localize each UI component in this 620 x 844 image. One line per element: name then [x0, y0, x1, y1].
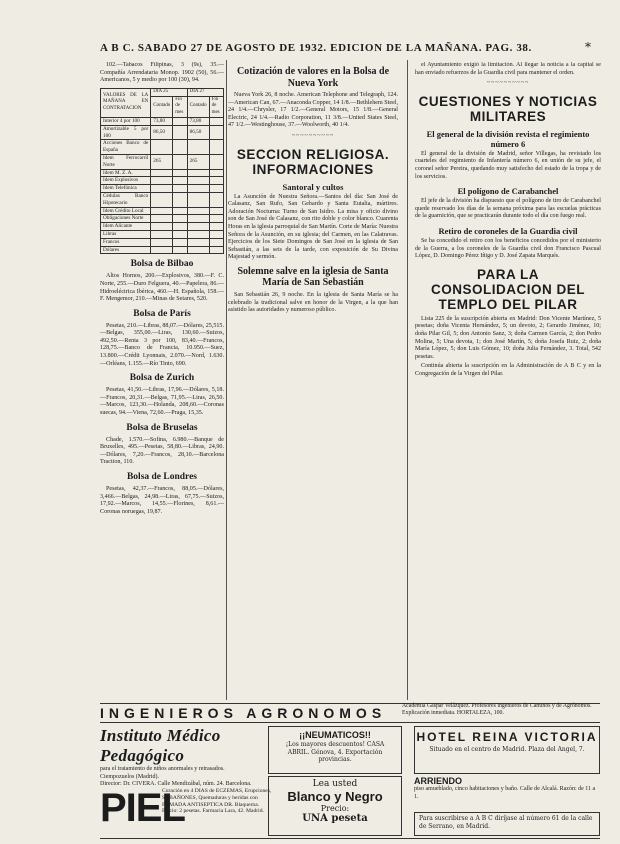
- zurich-text: Pesetas, 41,50.—Libras, 17,96.—Dólares, 5,18.—Francos, 20,31.—Belgas, 71,95.—Liras, 26,50.—Marcos, 123,30.—Holanda, 208,60.—Coronas suecas, 94.—Viena, 72,60.—Praga, 15,35.: [100, 387, 224, 417]
- stock-value-cell: [209, 230, 223, 238]
- stock-value-cell: [209, 140, 223, 155]
- column-religion: [228, 62, 398, 702]
- paris-text: Pesetas, 210.—Libras, 88,07.—Dólares, 25,515.—Belgas, 355,00.—Liras, 130,60.—Suizos, 492,50.—Renta 3 por 100, 83,40.—Francos, 128,75.—Banco de Francia, 10.950.—Suez, 13.800.—Crédit Lyonnais, 2.070.—Nord, 1.630.—Orléans, 1.155.—Río Tinto, 690.: [100, 322, 224, 367]
- table-subheader: Fin de mes: [209, 96, 223, 117]
- santoral-heading: Santoral y cultos: [282, 181, 344, 192]
- paris-heading: Bolsa de París: [133, 308, 191, 319]
- stock-name-cell: Idem Telefónica: [101, 185, 151, 193]
- top-text: el Ayuntamiento exigió la limitación. Al llegar la noticia a la capital se han enviado refuerzos de la Guardia civil para mantener el orden.: [415, 62, 601, 76]
- arriendo-text: piso amueblado, cinco habitaciones y baño. Calle de Alcalá. Razón: de 11 a 1.: [414, 786, 596, 800]
- stock-value-cell: [173, 117, 187, 125]
- ornament-divider: ~~~~~~~~~~: [486, 80, 530, 87]
- santoral-text: La Asunción de Nuestra Señora.—Santos del día: San José de Calasanz, San Rufo, San Gebardo y Santa Eutalia, mártires. Adoración Nocturna: Turno de San Isidro. La misa y oficio divino son de San José de Calasanz, con rito doble y color blanco. Cuarenta Horas en la iglesia parroquial de San Martín. Corte de María: Nuestra Señora de la Asunción, en su iglesia; del Carmen, en las Calatravas. Ejercicios de los Siete Domingos de San José en la iglesia de San Sebastián, a las seis de la tarde, con exposición de Su Divina Majestad y sermón.: [228, 193, 398, 261]
- stock-value-cell: [151, 192, 173, 207]
- bruselas-text: Chade, 1.570.—Sofina, 6.980.—Banque de Bruxelles, 495.—Pesetas, 58,80.—Libras, 24,90.—Dólares, 7,20.—Francos, 28,10.—Barcelona Traction, 110.: [100, 436, 224, 466]
- stock-value-cell: [187, 192, 209, 207]
- stock-name-cell: Idem Ferrocarril Norte: [101, 154, 151, 169]
- piel-title: PIEL: [100, 786, 185, 830]
- londres-text: Pesetas, 42,37.—Francos, 88,05.—Dólares, 3,466.—Belgas, 24,98.—Liras, 67,75.—Suizos, 17,92.—Marcos, 14,55.—Florines, 8,61.—Coronas noruegas, 19,87.: [100, 486, 224, 515]
- stock-value-cell: [151, 238, 173, 246]
- stock-value-cell: 265: [187, 154, 209, 169]
- instituto-director: Director: Dr. CIVERA. Calle Mendizábal, núm. 24. Barcelona.: [100, 781, 252, 787]
- arriendo-ad: [414, 776, 598, 801]
- ad-divider: [100, 722, 600, 723]
- ingenieros-ad-title: INGENIEROS AGRONOMOS: [100, 705, 387, 721]
- stock-value-cell: [173, 238, 187, 246]
- neumaticos-text: ¡Los mayores descuentos! CASA ABRIL. Génova, 4. Exportación provincias.: [285, 741, 385, 763]
- instituto-ad: [100, 726, 260, 789]
- table-row: [101, 230, 224, 238]
- retiro-text: Se ha concedido el retiro con los beneficios concedidos por el ministerio de la Guerra, a los coroneles de la Guardia civil don Francisco Pascual López, D. Domingo Pérez Iñigo y D. José Zapata Marqués.: [415, 237, 601, 260]
- stock-value-cell: 86,50: [151, 125, 173, 140]
- stock-value-cell: [173, 230, 187, 238]
- table-row: [101, 246, 224, 254]
- stock-value-cell: [187, 185, 209, 193]
- table-row: [101, 238, 224, 246]
- hotel-text: Situado en el centro de Madrid. Plaza del Angel, 7.: [429, 746, 585, 753]
- lea-usted: Lea usted: [312, 779, 358, 789]
- table-subheader: Contado: [187, 96, 209, 117]
- instituto-text: para el tratamiento de niños anormales y retrasados. Ciempozuelos (Madrid).: [100, 766, 225, 780]
- column-stock-markets: [100, 62, 224, 702]
- pilar-heading: PARA LA CONSOLIDACION DEL TEMPLO DEL PILAR: [430, 266, 585, 312]
- stock-value-cell: 86,50: [187, 125, 209, 140]
- una-peseta: UNA peseta: [302, 813, 368, 824]
- londres-heading: Bolsa de Londres: [126, 472, 198, 482]
- instituto-title: Instituto Médico Pedagógico: [100, 726, 221, 765]
- pilar-text: Lista 225 de la suscripción abierta en Madrid: Don Vicente Martínez, 5 pesetas; doña Vicenta Hernández, 5; un devoto, 2; Gerardo Jiménez, 10; doña Pilar Gil, 5; don Antonio Sanz, 3; doña Carmen García, 2; don Pedro Molina, 5; Una devota, 1; don José Martín, 5; doña Josefa Ruiz, 2; doña María López, 5; don Luis Gómez, 10; doña Julia Fernández, 3. Total, 542 pesetas.: [415, 315, 601, 360]
- pilar-text-2: Continúa abierta la suscripción en la Administración de A B C y en la Congregación de la Virgen del Pilar.: [415, 363, 601, 377]
- stock-name-cell: Dólares: [101, 246, 151, 254]
- stock-name-cell: Idem Alicante: [101, 223, 151, 231]
- table-row: [101, 117, 224, 125]
- stock-name-cell: Amortizable 5 por 100: [101, 125, 151, 140]
- suscripcion-text: Para suscribirse a A B C diríjase al número 61 de la calle de Serrano, en Madrid.: [419, 815, 593, 830]
- stock-value-cell: [151, 177, 173, 185]
- stock-value-cell: [209, 169, 223, 177]
- stock-value-cell: [173, 192, 187, 207]
- stock-value-cell: 73,80: [151, 117, 173, 125]
- column-rule: [407, 60, 408, 700]
- religion-heading: SECCION RELIGIOSA. INFORMACIONES: [236, 146, 390, 177]
- stock-name-cell: Idem Crédito Local: [101, 207, 151, 215]
- stock-name-cell: Libras: [101, 230, 151, 238]
- stock-name-cell: Francos: [101, 238, 151, 246]
- stock-value-cell: [209, 192, 223, 207]
- stock-value-cell: [173, 177, 187, 185]
- stock-value-cell: [173, 154, 187, 169]
- nyse-text: Nueva York 26, 8 noche. American Telephone and Telegraph, 124.—American Can, 67.—Anaconda Copper, 14 1/8.—Bethlehem Steel, 24 1/4.—Chrysler, 17 1/2.—General Motors, 15 1/8.—General Electric, 24 1/4.—Radio Corporation, 11 3/8.—United States Steel, 47 1/2.—Westinghouse, 37.—Woolworth, 40 1/4.: [228, 92, 398, 129]
- stock-value-cell: [187, 230, 209, 238]
- stock-value-cell: [151, 169, 173, 177]
- stock-value-cell: [209, 154, 223, 169]
- zurich-heading: Bolsa de Zurich: [129, 373, 195, 384]
- stock-value-cell: [173, 215, 187, 223]
- ad-bottom-rule: [100, 838, 600, 839]
- bruselas-heading: Bolsa de Bruselas: [126, 422, 198, 433]
- arriendo-title: ARRIENDO: [414, 776, 463, 786]
- stock-value-cell: [173, 140, 187, 155]
- stock-value-cell: 73,80: [187, 117, 209, 125]
- stock-value-cell: [187, 215, 209, 223]
- stock-value-cell: [209, 238, 223, 246]
- table-row: [101, 215, 224, 223]
- bilbao-heading: Bolsa de Bilbao: [130, 259, 194, 270]
- column-rule: [226, 60, 227, 700]
- stock-name-cell: Acciones Banco de España: [101, 140, 151, 155]
- precio-label: Precio:: [320, 804, 350, 813]
- blanco-negro-ad: [268, 776, 402, 836]
- blanco-negro-title: Blanco y Negro: [287, 789, 383, 804]
- stock-value-cell: [173, 223, 187, 231]
- stock-value-cell: [151, 207, 173, 215]
- stock-table: [100, 88, 224, 255]
- ornament-divider: ~~~~~~~~~~: [291, 132, 335, 139]
- stock-value-cell: [209, 125, 223, 140]
- stock-value-cell: [173, 169, 187, 177]
- stock-value-cell: [187, 140, 209, 155]
- page-header: A B C. SABADO 27 DE AGOSTO DE 1932. EDICION DE LA MAÑANA. PAG. 38.: [100, 42, 532, 54]
- stock-value-cell: [209, 223, 223, 231]
- table-row: [101, 154, 224, 169]
- stock-name-cell: Idem M. Z. A.: [101, 169, 151, 177]
- bilbao-text: Altos Hornos, 200.—Explosivos, 380.—F. C. Norte, 255.—Duro Felguera, 40.—Papelera, 86.—Hidroeléctrica Ibérica, 460.—H. Española, 158.—F. Mengemor, 210.—Minas de Setares, 520.: [100, 273, 224, 303]
- table-subheader: Fin de mes: [173, 96, 187, 117]
- stock-value-cell: [151, 246, 173, 254]
- table-subheader: Contado: [151, 96, 173, 117]
- stock-value-cell: [173, 207, 187, 215]
- table-row: [101, 223, 224, 231]
- stock-value-cell: [151, 185, 173, 193]
- table-row: [101, 140, 224, 155]
- hotel-title: HOTEL REINA VICTORIA: [416, 730, 598, 744]
- stock-value-cell: [209, 215, 223, 223]
- poligono-text: El jefe de la división ha dispuesto que el polígono de tiro de Carabanchel quede reservado los días de la semana próxima para las escuelas prácticas de la guarnición, que se practicarán durante todo el día con fuego real.: [415, 198, 601, 220]
- stock-value-cell: [151, 215, 173, 223]
- column-military: [415, 62, 601, 702]
- suscripcion-note: [414, 812, 600, 836]
- ingenieros-ad-note: Academia Gaspar Velázquez. Profesores ingenieros de Caminos y de Agrónomos. Explicación inmediata. HORTALEZA, 100.: [402, 703, 592, 716]
- stock-value-cell: [209, 177, 223, 185]
- stock-name-cell: Idem Explosivos: [101, 177, 151, 185]
- stock-value-cell: [187, 169, 209, 177]
- general-text: El general de la división de Madrid, señor Villegas, ha revistado los cuarteles del regimiento de Infantería número 6, en unión de su jefe, el coronel señor Pereira, quedando muy satisfecho del estado de la tropa y de los servicios.: [415, 150, 601, 180]
- nyse-heading: Cotización de valores en la Bolsa de Nueva York: [236, 66, 390, 89]
- stock-value-cell: [187, 238, 209, 246]
- poligono-heading: El polígono de Carabanchel: [457, 186, 559, 197]
- stock-value-cell: [151, 230, 173, 238]
- stock-name-cell: Interior 4 por 100: [101, 117, 151, 125]
- header-mark: *: [585, 40, 591, 54]
- piel-text: Curación en 4 DIAS de ECZEMAS, Erupciones, SABAÑONES, Quemaduras y heridas con POMADA ANTISEPTICA DR. Blaquerna. Precio: 2 pesetas. Farmacia Lara, 42. Madrid.: [162, 788, 272, 815]
- table-row: [101, 169, 224, 177]
- stock-name-cell: Cédulas Banco Hipotecario: [101, 192, 151, 207]
- stock-value-cell: [187, 207, 209, 215]
- stock-value-cell: [187, 177, 209, 185]
- intro-text: 102.—Tabacos Filipinas, 3 (9s), 35.—Compañía Arrendataria Monop. 1902 (50), 56.—Americanos, 5 y medio por 100 (30), 94.: [100, 62, 224, 84]
- table-header-values: VALORES DE LA MAÑANA EN CONTRATACION: [101, 88, 151, 117]
- stock-value-cell: 265: [151, 154, 173, 169]
- military-heading: CUESTIONES Y NOTICIAS MILITARES: [418, 93, 598, 124]
- stock-value-cell: [187, 223, 209, 231]
- stock-value-cell: [173, 185, 187, 193]
- stock-value-cell: [173, 125, 187, 140]
- stock-value-cell: [187, 246, 209, 254]
- salve-text: San Sebastián 26, 9 noche. En la iglesia de Santa María se ha celebrado la tradicional salve en honor de la Virgen, a la que han asistido las autoridades y numeroso público.: [228, 291, 398, 314]
- table-row: [101, 207, 224, 215]
- table-header-day1: DIA 25: [151, 88, 187, 96]
- stock-value-cell: [151, 140, 173, 155]
- salve-heading: Solemne salve en la iglesia de Santa María de San Sebastián: [237, 265, 389, 289]
- stock-name-cell: Obligaciones Norte: [101, 215, 151, 223]
- stock-value-cell: [209, 185, 223, 193]
- hotel-ad: [414, 726, 600, 774]
- stock-value-cell: [209, 207, 223, 215]
- table-row: [101, 177, 224, 185]
- stock-value-cell: [173, 246, 187, 254]
- stock-value-cell: [151, 223, 173, 231]
- neumaticos-title: ¡¡NEUMATICOS!!: [299, 730, 371, 740]
- table-row: [101, 185, 224, 193]
- table-row: [101, 192, 224, 207]
- table-row: [101, 125, 224, 140]
- general-heading: El general de la división revista el regimiento número 6: [426, 128, 590, 149]
- stock-value-cell: [209, 246, 223, 254]
- neumaticos-ad: [268, 726, 402, 774]
- retiro-heading: Retiro de coroneles de la Guardia civil: [438, 225, 578, 236]
- stock-value-cell: [209, 117, 223, 125]
- table-header-day2: DIA 27: [187, 88, 223, 96]
